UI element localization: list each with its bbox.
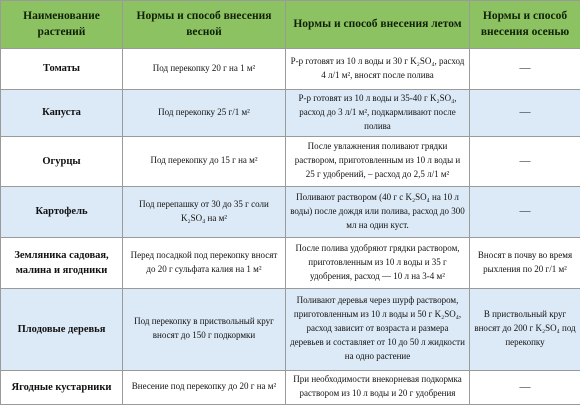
autumn-cell: —: [470, 49, 580, 90]
plant-name-cell: Ягодные кустарники: [1, 370, 123, 404]
spring-cell: Под перекопку в приствольный круг вносят до 150 г подкормки: [123, 288, 286, 370]
header-autumn: Нормы и способ внесения осенью: [470, 1, 580, 49]
plant-name-cell: Томаты: [1, 49, 123, 90]
spring-cell: Под перепашку от 30 до 35 г соли K₂SO₄ на м²: [123, 186, 286, 237]
table-row: [1, 288, 580, 370]
table-row: [1, 186, 580, 237]
plant-name-cell: Плодовые деревья: [1, 288, 123, 370]
autumn-cell: —: [470, 370, 580, 404]
plant-name-cell: Капуста: [1, 90, 123, 137]
spring-cell: Под перекопку 20 г на 1 м²: [123, 49, 286, 90]
autumn-cell: —: [470, 136, 580, 186]
plant-name-cell: Земляника садовая, малина и ягодники: [1, 237, 123, 288]
table-row: [1, 90, 580, 137]
plant-name-cell: Картофель: [1, 186, 123, 237]
spring-cell: Перед посадкой под перекопку вносят до 20 г сульфата калия на 1 м²: [123, 237, 286, 288]
autumn-cell: —: [470, 90, 580, 137]
spring-cell: Внесение под перекопку до 20 г на м²: [123, 370, 286, 404]
summer-cell: Р-р готовят из 10 л воды и 30 г K₂SO₄, расход 4 л/1 м², вносят после полива: [286, 49, 470, 90]
header-spring: Нормы и способ внесения весной: [123, 1, 286, 49]
summer-cell: При необходимости внекорневая подкормка раствором из 10 л воды и 20 г удобрения: [286, 370, 470, 404]
summer-cell: Поливают раствором (40 г с K₂SO₄ на 10 л воды) после дождя или полива, расход до 300 мл на один куст.: [286, 186, 470, 237]
header-plant-name: Наименование растений: [1, 1, 123, 49]
autumn-cell: —: [470, 186, 580, 237]
table-row: [1, 136, 580, 186]
header-row: [1, 1, 580, 49]
table-row: [1, 370, 580, 404]
plant-name-cell: Огурцы: [1, 136, 123, 186]
header-summer: Нормы и способ внесения летом: [286, 1, 470, 49]
spring-cell: Под перекопку до 15 г на м²: [123, 136, 286, 186]
summer-cell: Р-р готовят из 10 л воды и 35-40 г K₂SO₄, расход до 3 л/1 м², подкармливают после полива: [286, 90, 470, 137]
table-row: [1, 49, 580, 90]
summer-cell: Поливают деревья через шурф раствором, приготовленным из 10 л воды и 50 г K₂SO₄, расход зависит от возраста и размера деревьев и составляет от 10 до 50 л жидкости на одно растение: [286, 288, 470, 370]
summer-cell: После увлажнения поливают грядки раствором, приготовленным из 10 л воды и 25 г удобрений, – расход до 2,5 л/1 м²: [286, 136, 470, 186]
autumn-cell: В приствольный круг вносят до 200 г K₂SO₄ под перекопку: [470, 288, 580, 370]
spring-cell: Под перекопку 25 г/1 м²: [123, 90, 286, 137]
table-row: [1, 237, 580, 288]
summer-cell: После полива удобряют грядки раствором, приготовленным из 10 л воды и 35 г удобрения, расход — 10 л на 3-4 м²: [286, 237, 470, 288]
autumn-cell: Вносят в почву во время рыхления по 20 г/1 м²: [470, 237, 580, 288]
